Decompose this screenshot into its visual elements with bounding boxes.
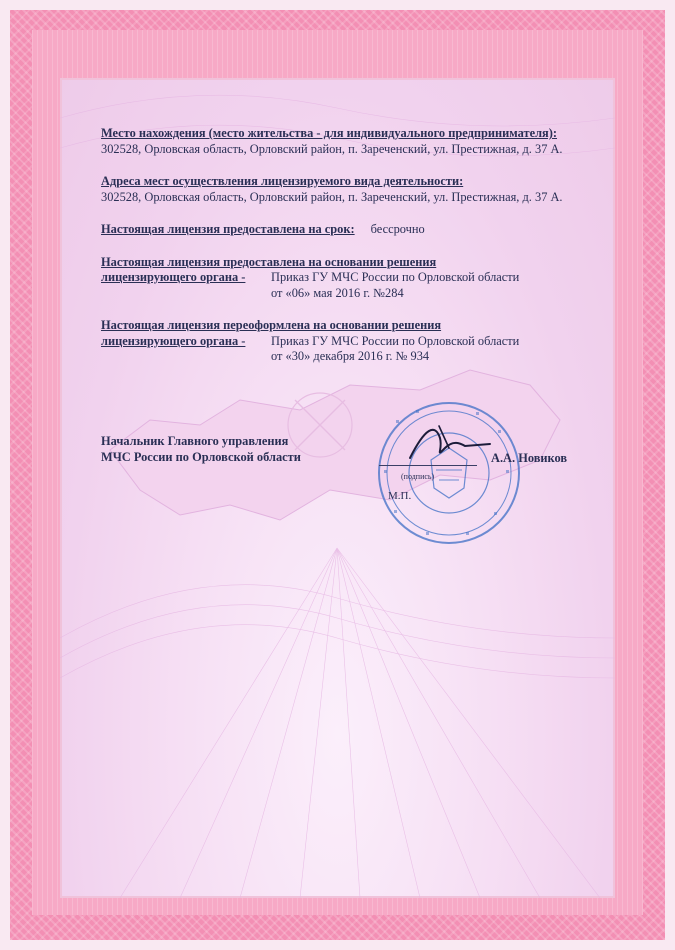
activity-addresses-value: 302528, Орловская область, Орловский район, п. Зареченский, ул. Престижная, д. 37 А. bbox=[101, 189, 563, 204]
granted-basis-section bbox=[101, 255, 579, 302]
reissued-basis-value bbox=[271, 334, 519, 365]
signature-line bbox=[379, 465, 477, 466]
location-label: Место нахождения (место жительства - для индивидуального предпринимателя): bbox=[101, 126, 558, 140]
term-label: Настоящая лицензия предоставлена на срок: bbox=[101, 222, 355, 236]
reissued-order-text: Приказ ГУ МЧС России по Орловской области bbox=[271, 333, 520, 348]
location-section bbox=[101, 126, 579, 157]
reissued-basis-section bbox=[101, 318, 579, 365]
license-details bbox=[101, 126, 579, 382]
signatory-position-line1: Начальник Главного управления bbox=[101, 434, 289, 448]
term-value: бессрочно bbox=[370, 222, 425, 236]
signatory-name: А.А. Новиков bbox=[491, 451, 568, 465]
granted-order-date: от «06» мая 2016 г. №284 bbox=[271, 285, 404, 300]
granted-basis-value bbox=[271, 270, 519, 301]
activity-addresses-section bbox=[101, 174, 579, 205]
term-section bbox=[101, 222, 579, 238]
reissued-order-date: от «30» декабря 2016 г. № 934 bbox=[271, 349, 430, 363]
activity-addresses-label: Адреса мест осуществления лицензируемого вида деятельности: bbox=[101, 174, 464, 188]
location-value: 302528, Орловская область, Орловский район, п. Зареченский, ул. Престижная, д. 37 А. bbox=[101, 141, 563, 156]
reissued-basis-label-line2: лицензирующего органа - bbox=[101, 333, 246, 348]
seal-caption: М.П. bbox=[388, 490, 412, 502]
signature-caption: (подпись) bbox=[401, 472, 435, 481]
granted-basis-label-line1: Настоящая лицензия предоставлена на основании решения bbox=[101, 254, 437, 269]
granted-order-text: Приказ ГУ МЧС России по Орловской области bbox=[271, 270, 520, 284]
reissued-basis-label-line1: Настоящая лицензия переоформлена на основании решения bbox=[101, 318, 442, 332]
signatory-position-line2: МЧС России по Орловской области bbox=[101, 449, 301, 464]
signature-block bbox=[101, 434, 586, 502]
granted-basis-label-line2: лицензирующего органа - bbox=[101, 270, 246, 284]
